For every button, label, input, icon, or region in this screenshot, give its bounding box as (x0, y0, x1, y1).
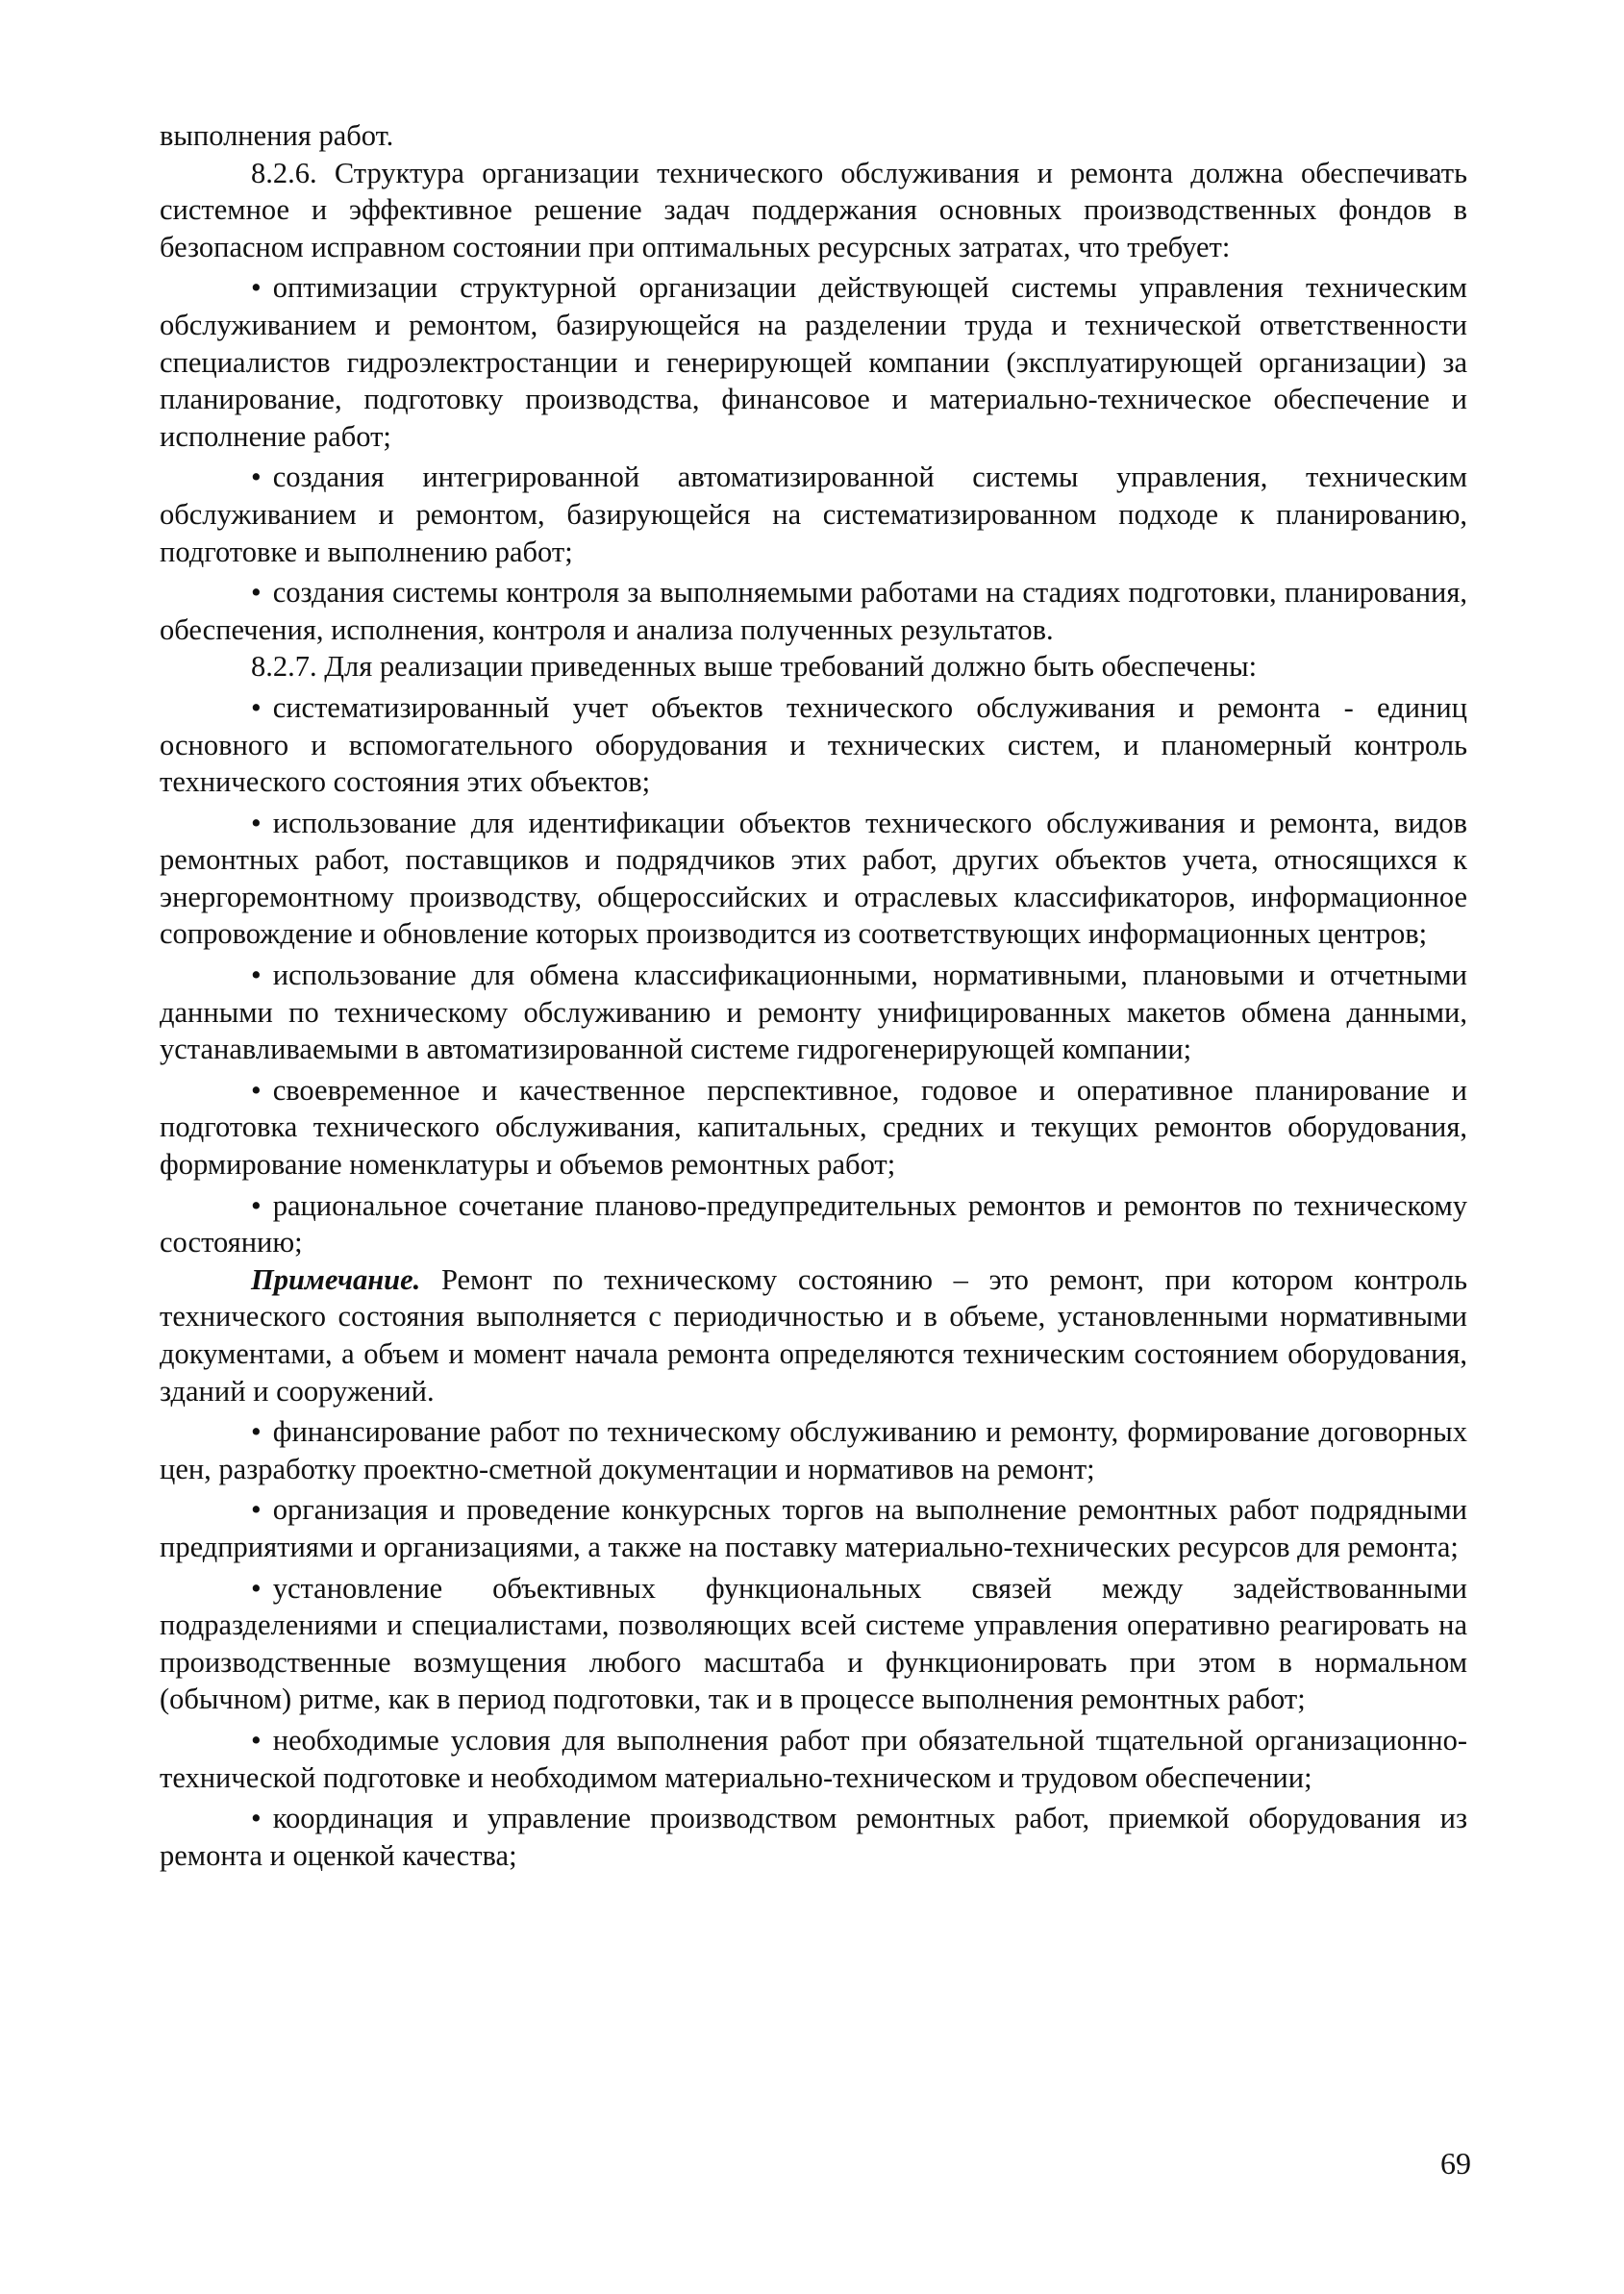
page-number: 69 (1440, 2146, 1471, 2181)
bullet-icon: • (251, 271, 262, 305)
bullet-text: координация и управление производством ремонтных работ, приемкой оборудования из ремонта и оценкой качества; (160, 1802, 1467, 1872)
bullet-text: своевременное и качественное перспективное, годовое и оперативное планирование и подготовка технического обслуживания, капитальных, средних и текущих ремонтов оборудования, формирование номенклатуры и объемов ремонтных работ; (160, 1073, 1467, 1182)
bullet-icon: • (251, 1188, 262, 1222)
clause-8-2-7: 8.2.7. Для реализации приведенных выше требований должно быть обеспечены: (251, 650, 1258, 684)
bullet-icon: • (251, 1571, 262, 1605)
note-text: Ремонт по техническому состоянию – это ремонт, при котором контроль технического состояния выполняется с периодичностью и в объеме, установленными нормативными документами, а объем и момент начала ремонта определяются техническим состоянием оборудования, зданий и сооружений. (160, 1262, 1467, 1408)
bullet-item (160, 1491, 1467, 1565)
bullet-text: систематизированный учет объектов технического обслуживания и ремонта - единиц основного и вспомогательного оборудования и технических систем, и планомерный контроль технического состояния этих объектов; (160, 690, 1467, 799)
bullet-item (160, 574, 1467, 648)
bullet-item (160, 1413, 1467, 1487)
bullet-text: создания интегрированной автоматизированной системы управления, техническим обслуживанием и ремонтом, базирующейся на систематизированном подходе к планированию, подготовке и выполнению работ; (160, 461, 1467, 568)
document-body (160, 117, 1467, 1874)
bullet-icon: • (251, 1802, 262, 1835)
bullet-text: рациональное сочетание планово-предупредительных ремонтов и ремонтов по техническому состоянию; (160, 1188, 1467, 1259)
bullet-icon: • (251, 1415, 262, 1449)
bullet-text: финансирование работ по техническому обслуживанию и ремонту, формирование договорных цен, разработку проектно-сметной документации и нормативов на ремонт; (160, 1415, 1467, 1485)
bullet-text: использование для идентификации объектов технического обслуживания и ремонта, видов ремонтных работ, поставщиков и подрядчиков этих работ, других объектов учета, относящихся к энергоремонтному производству, общероссийских и отраслевых классификаторов, информационное сопровождение и обновление которых производится из соответствующих информационных центров; (160, 806, 1467, 951)
bullet-text: использование для обмена классификационными, нормативными, плановыми и отчетными данными по техническому обслуживанию и ремонту унифицированных макетов обмена данными, устанавливаемыми в автоматизированной системе гидрогенерирующей компании; (160, 959, 1467, 1066)
bullet-item (160, 1800, 1467, 1874)
bullet-icon: • (251, 959, 262, 992)
bullet-item (160, 1187, 1467, 1261)
bullet-icon: • (251, 806, 262, 839)
bullet-text: оптимизации структурной организации действующей системы управления техническим обслуживанием и ремонтом, базирующейся на разделении труда и технической ответственности специалистов гидроэлектростанции и генерирующей компании (эксплуатирующей организации) за планирование, подготовку производства, финансовое и материально-техническое обеспечение и исполнение работ; (160, 271, 1467, 453)
clause-8-2-6: 8.2.6. Структура организации технического обслуживания и ремонта должна обеспечивать системное и эффективное решение задач поддержания основных производственных фондов в безопасном исправном состоянии при оптимальных ресурсных затратах, что требует: (160, 156, 1467, 263)
note-paragraph (160, 1261, 1467, 1409)
bullet-icon: • (251, 1073, 262, 1107)
bullet-item (160, 459, 1467, 570)
bullet-icon: • (251, 576, 262, 610)
bullet-item (160, 1722, 1467, 1796)
bullet-item (160, 805, 1467, 953)
bullet-item (160, 957, 1467, 1068)
bullet-icon: • (251, 690, 262, 724)
bullet-text: создания системы контроля за выполняемыми работами на стадиях подготовки, планирования, обеспечения, исполнения, контроля и анализа полученных результатов. (160, 576, 1467, 646)
paragraph-continuation: выполнения работ. (160, 119, 394, 152)
bullet-text: организация и проведение конкурсных торгов на выполнение ремонтных работ подрядными предприятиями и организациями, а также на поставку материально-технических ресурсов для ремонта; (160, 1493, 1467, 1563)
bullet-text: необходимые условия для выполнения работ при обязательной тщательной организационно-технической подготовке и необходимом материально-техническом и трудовом обеспечении; (160, 1723, 1467, 1794)
bullet-text: установление объективных функциональных связей между задействованными подразделениями и специалистами, позволяющих всей системе управления оперативно реагировать на производственные возмущения любого масштаба и функционировать при этом в нормальном (обычном) ритме, как в период подготовки, так и в процессе выполнения ремонтных работ; (160, 1571, 1467, 1716)
bullet-item (160, 689, 1467, 801)
bullet-item (160, 269, 1467, 455)
bullet-icon: • (251, 1723, 262, 1757)
bullet-icon: • (251, 1493, 262, 1527)
note-label: Примечание. (251, 1262, 421, 1296)
bullet-item (160, 1570, 1467, 1718)
bullet-icon: • (251, 461, 262, 494)
bullet-item (160, 1072, 1467, 1184)
